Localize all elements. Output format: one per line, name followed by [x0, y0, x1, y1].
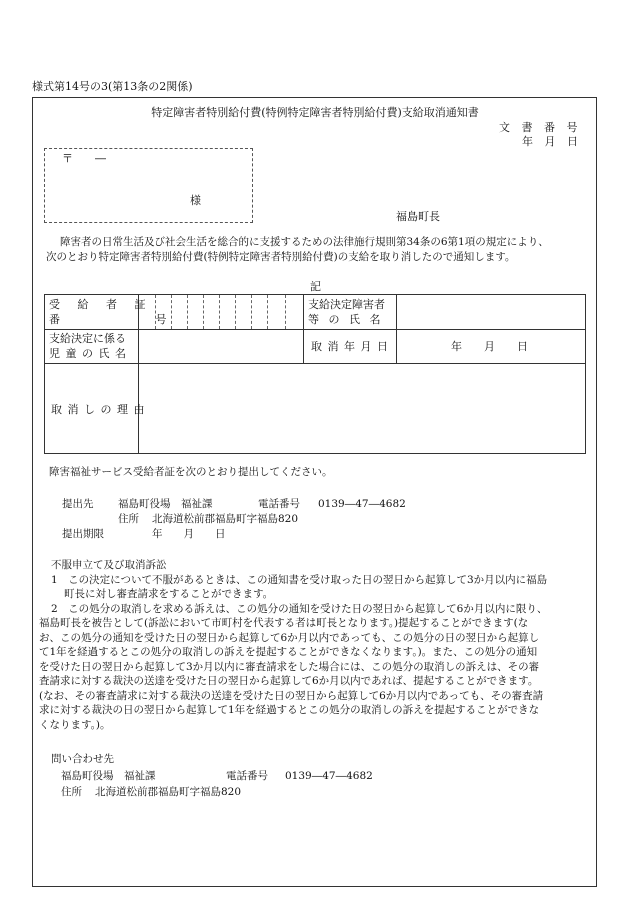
addressee-suffix: 様	[190, 194, 201, 207]
postal-mark: 〒 ―	[62, 152, 106, 165]
appeal-line: (なお、その審査請求に対する裁決の送達を受けた日の翌日から起算して6か月以内であっても、その審査請	[39, 690, 544, 702]
submit-deadline-label: 提出期限	[62, 528, 104, 540]
contact-heading: 問い合わせ先	[51, 753, 114, 765]
appeal-line: て1年を経過するとこの処分の取消しの訴えを提起することができなくなります。)。また、この処分の通知	[39, 646, 538, 658]
contact-phone-label: 電話番号	[226, 770, 268, 782]
doc-number-label: 文 書 番 号	[499, 121, 582, 134]
table-col-divider	[396, 295, 397, 363]
digit-box-divider	[219, 295, 220, 329]
appeal-line: 2 この処分の取消しを求める訴えは、この処分の通知を受けた日の翌日から起算して6か月以内に限り、	[51, 603, 548, 615]
appeal-line: を受けた日の翌日から起算して3か月以内に審査請求をした場合には、この処分の取消しの訴えは、その審	[39, 661, 540, 673]
body-line-2: 次のとおり特定障害者特別給付費(特例特定障害者特別給付費)の支給を取り消したので通知します。	[46, 251, 516, 263]
contact-address: 北海道松前郡福島町字福島820	[95, 786, 242, 798]
digit-box-divider	[267, 295, 268, 329]
appeal-line: 査請求に対する裁決の送達を受けた日の翌日から起算して6か月以内であれば、提起することができます。	[39, 675, 539, 687]
appeal-line: 町長に対し審査請求をすることができます。	[64, 588, 274, 600]
recipient-cert-label-a: 受 給 者 証	[49, 298, 153, 311]
appeal-heading: 不服申立て及び取消訴訟	[51, 559, 167, 571]
submit-deadline-value: 年 月 日	[152, 528, 226, 540]
digit-box-divider	[235, 295, 236, 329]
child-name-label-a: 支給決定に係る	[49, 332, 126, 345]
revocation-date-value: 年 月 日	[451, 340, 528, 353]
form-reference: 様式第14号の3(第13条の2関係)	[32, 80, 193, 93]
submit-address-label: 住所	[118, 513, 139, 525]
child-name-label-b: 児 童 の 氏 名	[49, 347, 127, 360]
notice-table	[44, 294, 586, 454]
recipient-cert-label-b: 番 号	[49, 313, 213, 326]
appeal-line: 1 この決定について不服があるときは、この通知書を受け取った日の翌日から起算して3か月以内に福島	[51, 574, 548, 586]
revocation-reason-label: 取 消 し の 理 由	[51, 403, 146, 416]
submit-note: 障害福祉サービス受給者証を次のとおり提出してください。	[49, 466, 333, 478]
document-title: 特定障害者特別給付費(特例特定障害者特別給付費)支給取消通知書	[151, 106, 479, 119]
revocation-date-label: 取 消 年 月 日	[311, 340, 389, 353]
digit-box-divider	[285, 295, 286, 329]
submit-dest-label: 提出先	[62, 498, 94, 510]
table-col-divider	[303, 295, 304, 363]
table-row-divider	[45, 329, 585, 330]
submit-phone: 0139―47―4682	[318, 498, 406, 510]
submit-dest-office: 福島町役場 福祉課	[118, 498, 213, 510]
appeal-line: 福島町長を被告として(訴訟において市町村を代表する者は町長となります。)提起することができます(な	[39, 617, 529, 629]
decided-person-label-b: 等 の 氏 名	[308, 313, 384, 326]
appeal-line: くなります。)。	[39, 719, 111, 731]
digit-box-divider	[251, 295, 252, 329]
date-label: 年 月 日	[522, 135, 582, 148]
body-line-1: 障害者の日常生活及び社会生活を総合的に支援するための法律施行規則第34条の6第1項の規定により、	[60, 236, 549, 248]
appeal-line: 求に対する裁決の日の翌日から起算して1年を経過するとこの処分の取消しの訴えを提起することができな	[39, 704, 540, 716]
contact-office: 福島町役場 福祉課	[61, 770, 156, 782]
submit-address: 北海道松前郡福島町字福島820	[152, 513, 299, 525]
appeal-line: お、この処分の通知を受けた日の翌日から起算して6か月以内であっても、この処分の日の翌日から起算し	[39, 632, 540, 644]
issuer: 福島町長	[396, 210, 440, 223]
contact-phone: 0139―47―4682	[285, 770, 373, 782]
ki-mark: 記	[310, 280, 321, 293]
contact-address-label: 住所	[61, 786, 82, 798]
table-row-divider	[45, 363, 585, 364]
decided-person-label-a: 支給決定障害者	[308, 298, 385, 311]
submit-phone-label: 電話番号	[258, 498, 300, 510]
